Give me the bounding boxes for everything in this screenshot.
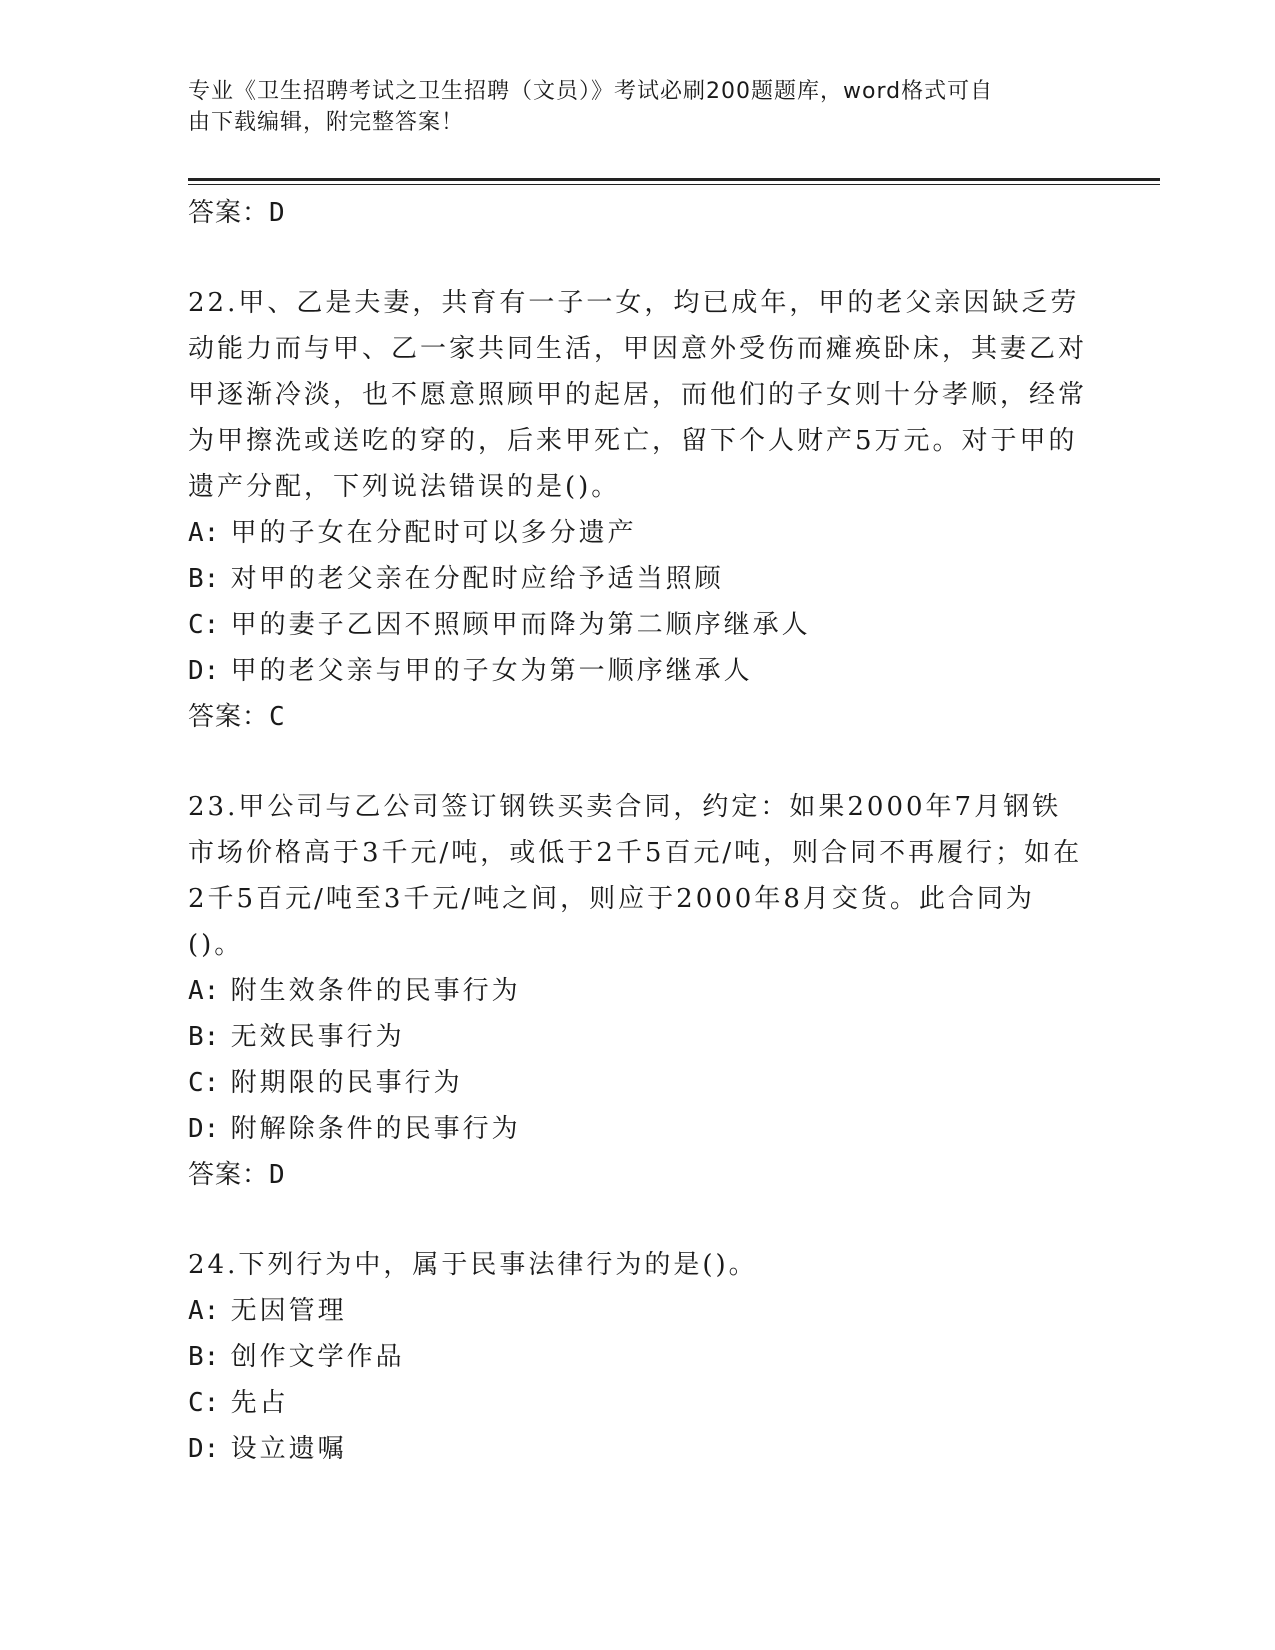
header-line-2: 由下载编辑，附完整答案！ [188, 110, 465, 135]
answer-value: D [269, 1160, 286, 1190]
question-stem [188, 784, 1088, 968]
question-number: 23. [188, 792, 239, 822]
answer-label: 答案： [188, 198, 270, 228]
answer-21 [188, 190, 1088, 236]
document-header [188, 76, 1068, 138]
spacer [188, 1198, 1088, 1242]
question-stem [188, 280, 1088, 510]
option-d: D: 甲的老父亲与甲的子女为第一顺序继承人 [188, 656, 753, 686]
option-a: A: 甲的子女在分配时可以多分遗产 [188, 518, 637, 548]
answer-22 [188, 694, 1088, 740]
question-text: 甲、乙是夫妻，共育有一子一女，均已成年，甲的老父亲因缺乏劳动能力而与甲、乙一家共同生活，甲因意外受伤而瘫痪卧床，其妻乙对甲逐渐冷淡，也不愿意照顾甲的起居，而他们的子女则十分孝顺，经常为甲擦洗或送吃的穿的，后来甲死亡，留下个人财产5万元。对于甲的遗产分配，下列说法错误的是()。 [188, 288, 1088, 502]
option-d: D: 设立遗嘱 [188, 1434, 347, 1464]
question-24 [188, 1242, 1088, 1472]
question-23 [188, 784, 1088, 1152]
option-a: A: 无因管理 [188, 1296, 347, 1326]
spacer [188, 740, 1088, 784]
header-divider-thick [188, 178, 1160, 181]
spacer [188, 236, 1088, 280]
option-c: C: 先占 [188, 1388, 289, 1418]
answer-value: C [269, 702, 286, 732]
option-c: C: 附期限的民事行为 [188, 1068, 463, 1098]
question-number: 22. [188, 288, 239, 318]
option-d: D: 附解除条件的民事行为 [188, 1114, 521, 1144]
question-number: 24. [188, 1250, 239, 1280]
question-text: 甲公司与乙公司签订钢铁买卖合同，约定：如果2000年7月钢铁市场价格高于3千元/吨，或低于2千5百元/吨，则合同不再履行；如在2千5百元/吨至3千元/吨之间，则应于2000年8月交货。此合同为()。 [188, 792, 1083, 960]
header-line-1: 专业《卫生招聘考试之卫生招聘（文员）》考试必刷200题题库，word格式可自 [188, 79, 994, 104]
answer-value: D [269, 198, 286, 228]
option-b: B: 无效民事行为 [188, 1022, 405, 1052]
answer-label: 答案： [188, 1160, 270, 1190]
option-c: C: 甲的妻子乙因不照顾甲而降为第二顺序继承人 [188, 610, 811, 640]
answer-23 [188, 1152, 1088, 1198]
option-b: B: 对甲的老父亲在分配时应给予适当照顾 [188, 564, 724, 594]
question-stem [188, 1242, 1088, 1288]
option-b: B: 创作文学作品 [188, 1342, 405, 1372]
answer-label: 答案： [188, 702, 270, 732]
question-text: 下列行为中，属于民事法律行为的是()。 [238, 1250, 758, 1280]
header-divider-thin [188, 184, 1160, 185]
option-a: A: 附生效条件的民事行为 [188, 976, 521, 1006]
question-content [188, 190, 1088, 1472]
question-22 [188, 280, 1088, 694]
